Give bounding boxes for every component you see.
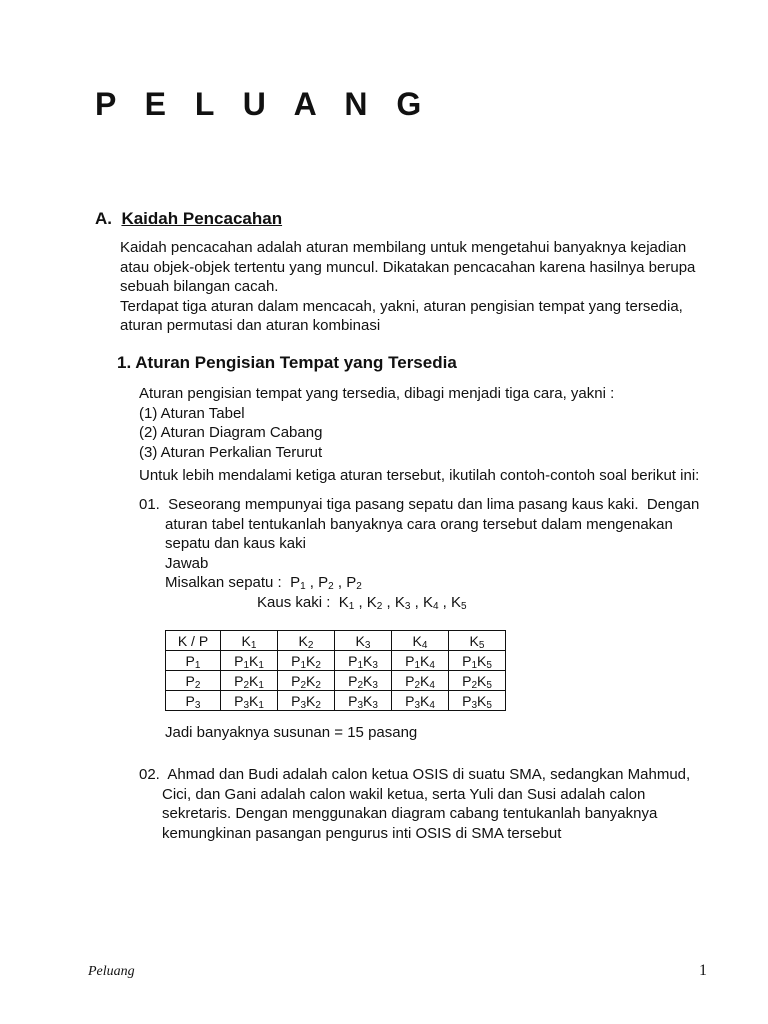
kaus-item: , K <box>410 593 433 611</box>
symbol: K <box>477 652 487 669</box>
subscript: 3 <box>357 699 363 711</box>
subscript: 3 <box>372 699 378 711</box>
table-corner-cell: K / P <box>166 631 221 651</box>
intro-line: Aturan pengisian tempat yang tersedia, dibagi menjadi tiga cara, yakni : <box>139 385 615 402</box>
paragraph-line: Kaidah pencacahan adalah aturan membilang untuk mengetahui banyaknya kejadian <box>120 239 687 256</box>
symbol: K <box>477 692 487 709</box>
table-row <box>166 651 506 671</box>
rule-item: (2) Aturan Diagram Cabang <box>139 424 323 441</box>
symbol: K <box>249 672 259 689</box>
symbol: P <box>185 672 195 689</box>
paragraph-line: Terdapat tiga aturan dalam mencacah, yakni, aturan pengisian tempat yang tersedia, <box>120 297 683 315</box>
symbol: K <box>241 632 251 649</box>
table-cell <box>449 671 506 691</box>
subscript: 1 <box>414 659 420 671</box>
subscript: 4 <box>432 600 439 612</box>
symbol: K <box>249 692 259 709</box>
section-a-heading <box>95 209 282 229</box>
symbol: K <box>477 672 487 689</box>
subscript: 1 <box>194 659 201 671</box>
table-column-header <box>449 631 506 651</box>
symbol: K <box>355 632 365 649</box>
subscript: 5 <box>461 600 467 612</box>
example-2-line: sekretaris. Dengan menggunakan diagram cabang tentukanlah banyaknya <box>162 805 658 822</box>
example-2 <box>139 765 749 843</box>
symbol: P <box>405 652 415 669</box>
symbol: K <box>298 632 308 649</box>
sepatu-item: P <box>290 574 301 591</box>
table-cell <box>335 691 392 711</box>
subscript: 2 <box>315 679 321 691</box>
symbol: P <box>234 692 244 709</box>
example-1-line: aturan tabel tentukanlah banyaknya cara orang tersebut dalam mengenakan <box>165 515 673 533</box>
subscript: 2 <box>414 679 420 691</box>
page-title: P E L U A N G <box>95 86 432 122</box>
subscript: 5 <box>486 659 492 671</box>
symbol: K <box>363 692 373 709</box>
symbol: K <box>306 672 316 689</box>
subscript: 3 <box>194 699 201 711</box>
symbol: P <box>348 652 358 669</box>
subscript: 2 <box>328 581 334 592</box>
sepatu-item: , P <box>333 574 357 591</box>
section-a-paragraph <box>120 238 740 336</box>
subscript: 3 <box>414 699 420 711</box>
section-a-title: Kaidah Pencacahan <box>121 209 283 228</box>
table-row-header <box>166 651 221 671</box>
symbol: P <box>291 692 301 709</box>
subscript: 2 <box>376 600 383 612</box>
subscript: 3 <box>404 600 411 612</box>
symbol: K <box>420 672 430 689</box>
symbol: P <box>462 652 472 669</box>
table-column-header <box>392 631 449 651</box>
subscript: 1 <box>471 659 477 671</box>
symbol: P <box>405 672 415 689</box>
kaus-kaki-label: Kaus kaki : <box>257 593 339 611</box>
subsection-1-intro <box>139 384 749 462</box>
subscript: 2 <box>315 659 321 671</box>
rule-item: (1) Aturan Tabel <box>139 404 245 422</box>
paragraph-line: aturan permutasi dan aturan kombinasi <box>120 317 381 334</box>
subscript: 1 <box>258 699 264 711</box>
sepatu-item: , P <box>305 574 329 591</box>
example-1 <box>139 495 749 612</box>
subscript: 2 <box>471 679 477 691</box>
subscript: 4 <box>429 659 435 671</box>
subscript: 2 <box>357 679 363 691</box>
symbol: K <box>469 632 479 649</box>
subscript: 3 <box>243 699 249 711</box>
table-row-header <box>166 671 221 691</box>
table-header-row <box>166 631 506 651</box>
symbol: K <box>306 652 316 669</box>
rule-item: (3) Aturan Perkalian Terurut <box>139 443 323 461</box>
sepatu-line <box>165 573 749 593</box>
symbol: K <box>412 632 422 649</box>
examples-lead: Untuk lebih mendalami ketiga aturan tersebut, ikutilah contoh-contoh soal berikut ini: <box>139 467 700 484</box>
subscript: 1 <box>300 659 306 671</box>
table-cell <box>392 651 449 671</box>
table-cell <box>392 691 449 711</box>
subscript: 5 <box>478 639 485 651</box>
table-column-header <box>221 631 278 651</box>
subscript: 4 <box>429 679 435 691</box>
table-cell <box>278 691 335 711</box>
paragraph-line: atau objek-objek tertentu yang muncul. Dikatakan pencacahan karena hasilnya berupa <box>120 258 696 276</box>
table-cell <box>278 651 335 671</box>
subscript: 5 <box>486 679 492 691</box>
kaus-item: K <box>338 593 349 611</box>
subscript: 3 <box>300 699 306 711</box>
subscript: 1 <box>258 679 264 691</box>
subscript: 1 <box>258 659 264 671</box>
table-cell <box>449 691 506 711</box>
subscript: 2 <box>356 581 362 592</box>
subscript: 1 <box>348 600 355 612</box>
example-1-line: sepatu dan kaus kaki <box>165 535 306 552</box>
subscript: 2 <box>194 679 201 691</box>
subscript: 2 <box>300 679 306 691</box>
page-number: 1 <box>699 962 707 979</box>
subscript: 5 <box>486 699 492 711</box>
subscript: 3 <box>471 699 477 711</box>
symbol: P <box>348 672 358 689</box>
table-cell <box>335 651 392 671</box>
table-row <box>166 671 506 691</box>
footer-title: Peluang <box>88 964 135 979</box>
symbol: K <box>420 652 430 669</box>
subscript: 2 <box>315 699 321 711</box>
example-1-result: Jadi banyaknya susunan = 15 pasang <box>165 724 418 741</box>
symbol: P <box>348 692 358 709</box>
symbol: P <box>462 672 472 689</box>
subscript: 2 <box>243 679 249 691</box>
subscript: 1 <box>357 659 363 671</box>
subscript: 1 <box>300 581 306 592</box>
subscript: 4 <box>429 699 435 711</box>
table-cell <box>221 651 278 671</box>
table-column-header <box>335 631 392 651</box>
subscript: 4 <box>421 639 428 651</box>
table-row-header <box>166 691 221 711</box>
example-2-line: Cici, dan Gani adalah calon wakil ketua, serta Yuli dan Susi adalah calon <box>162 785 646 803</box>
table-cell <box>335 671 392 691</box>
kaus-item: , K <box>438 593 462 611</box>
table-cell <box>392 671 449 691</box>
table-cell <box>221 691 278 711</box>
symbol: P <box>234 652 244 669</box>
symbol: K <box>363 672 373 689</box>
table-cell <box>449 651 506 671</box>
table-row <box>166 691 506 711</box>
subscript: 3 <box>364 639 371 651</box>
symbol: P <box>291 672 301 689</box>
symbol: P <box>185 652 195 669</box>
paragraph-line: sebuah bilangan cacah. <box>120 278 279 295</box>
symbol: P <box>462 692 472 709</box>
example-2-line: kemungkinan pasangan pengurus inti OSIS di SMA tersebut <box>162 824 562 842</box>
symbol: K <box>306 692 316 709</box>
subscript: 1 <box>250 639 257 651</box>
table-cell <box>278 671 335 691</box>
symbol: P <box>405 692 415 709</box>
example-1-first-line: 01. Seseorang mempunyai tiga pasang sepatu dan lima pasang kaus kaki. Dengan <box>139 496 700 513</box>
kaus-item: , K <box>354 593 377 611</box>
example-1-answer-label: Jawab <box>165 554 209 572</box>
kaus-item: , K <box>382 593 405 611</box>
symbol: P <box>185 692 195 709</box>
symbol: K <box>420 692 430 709</box>
sepatu-label: Misalkan sepatu : <box>165 574 291 591</box>
example-2-first-line: 02. Ahmad dan Budi adalah calon ketua OSIS di suatu SMA, sedangkan Mahmud, <box>139 766 691 783</box>
subscript: 1 <box>243 659 249 671</box>
subscript: 3 <box>372 679 378 691</box>
table-cell <box>221 671 278 691</box>
subscript: 2 <box>307 639 314 651</box>
pairing-table <box>165 630 506 711</box>
symbol: K <box>249 652 259 669</box>
kaus-kaki-line <box>257 593 749 613</box>
symbol: P <box>234 672 244 689</box>
symbol: P <box>291 652 301 669</box>
subscript: 3 <box>372 659 378 671</box>
subsection-1-heading: 1. Aturan Pengisian Tempat yang Tersedia <box>117 353 457 372</box>
table-column-header <box>278 631 335 651</box>
symbol: K <box>363 652 373 669</box>
section-a-letter: A. <box>95 209 112 228</box>
